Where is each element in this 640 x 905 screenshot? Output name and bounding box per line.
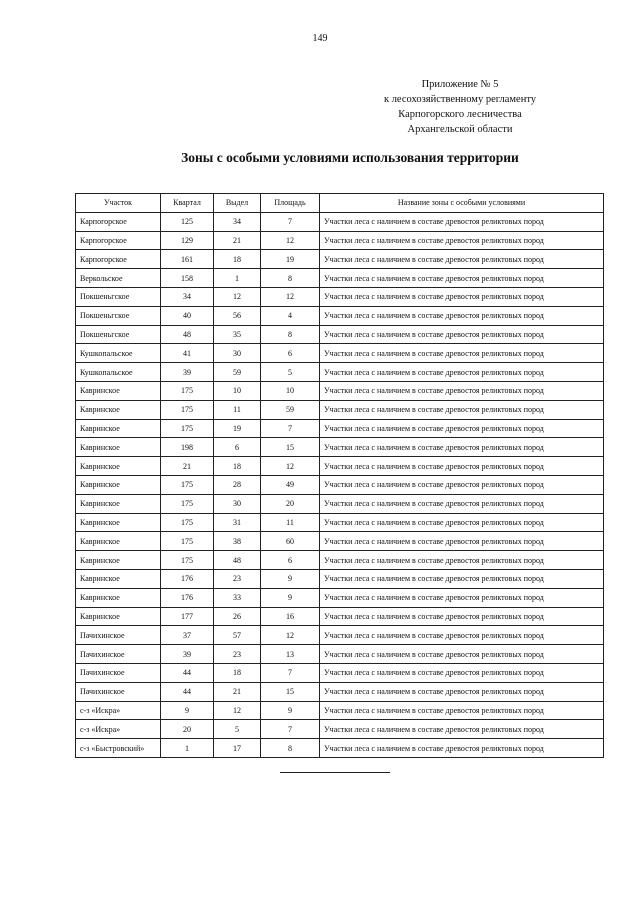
cell-zone-name: Участки леса с наличием в составе древостоя реликтовых пород: [320, 607, 604, 626]
cell-zone-name: Участки леса с наличием в составе древостоя реликтовых пород: [320, 457, 604, 476]
cell-allotment: 26: [214, 607, 261, 626]
cell-size: 12: [261, 231, 320, 250]
cell-zone-name: Участки леса с наличием в составе древостоя реликтовых пород: [320, 513, 604, 532]
cell-zone-name: Участки леса с наличием в составе древостоя реликтовых пород: [320, 250, 604, 269]
cell-zone-name: Участки леса с наличием в составе древостоя реликтовых пород: [320, 212, 604, 231]
zones-table: [75, 193, 604, 758]
table-row: [76, 400, 604, 419]
cell-zone-name: Участки леса с наличием в составе древостоя реликтовых пород: [320, 494, 604, 513]
cell-size: 8: [261, 325, 320, 344]
cell-area: Кавринское: [76, 551, 161, 570]
cell-size: 7: [261, 419, 320, 438]
appendix-header: [340, 77, 580, 137]
cell-size: 7: [261, 212, 320, 231]
cell-area: Покшеньгское: [76, 287, 161, 306]
cell-allotment: 18: [214, 457, 261, 476]
appendix-line-3: Карпогорского лесничества: [398, 109, 522, 120]
cell-zone-name: Участки леса с наличием в составе древостоя реликтовых пород: [320, 551, 604, 570]
cell-zone-name: Участки леса с наличием в составе древостоя реликтовых пород: [320, 325, 604, 344]
cell-quarter: 175: [161, 419, 214, 438]
cell-zone-name: Участки леса с наличием в составе древостоя реликтовых пород: [320, 682, 604, 701]
cell-zone-name: Участки леса с наличием в составе древостоя реликтовых пород: [320, 588, 604, 607]
cell-zone-name: Участки леса с наличием в составе древостоя реликтовых пород: [320, 720, 604, 739]
cell-allotment: 59: [214, 363, 261, 382]
cell-allotment: 5: [214, 720, 261, 739]
cell-quarter: 175: [161, 494, 214, 513]
table-row: [76, 269, 604, 288]
cell-area: Кавринское: [76, 588, 161, 607]
cell-zone-name: Участки леса с наличием в составе древостоя реликтовых пород: [320, 645, 604, 664]
cell-quarter: 48: [161, 325, 214, 344]
page-number: 149: [312, 33, 328, 44]
cell-zone-name: Участки леса с наличием в составе древостоя реликтовых пород: [320, 626, 604, 645]
cell-size: 15: [261, 682, 320, 701]
cell-quarter: 198: [161, 438, 214, 457]
cell-area: с-з «Искра»: [76, 701, 161, 720]
cell-size: 11: [261, 513, 320, 532]
table-row: [76, 438, 604, 457]
cell-area: с-з «Быстровский»: [76, 739, 161, 758]
cell-area: Покшеньгское: [76, 325, 161, 344]
cell-size: 12: [261, 626, 320, 645]
cell-quarter: 41: [161, 344, 214, 363]
cell-area: Карпогорское: [76, 250, 161, 269]
cell-area: Кавринское: [76, 532, 161, 551]
cell-allotment: 18: [214, 663, 261, 682]
cell-quarter: 175: [161, 400, 214, 419]
cell-zone-name: Участки леса с наличием в составе древостоя реликтовых пород: [320, 287, 604, 306]
cell-quarter: 175: [161, 551, 214, 570]
cell-size: 19: [261, 250, 320, 269]
cell-size: 6: [261, 344, 320, 363]
cell-zone-name: Участки леса с наличием в составе древостоя реликтовых пород: [320, 269, 604, 288]
table-row: [76, 720, 604, 739]
table-row: [76, 513, 604, 532]
cell-allotment: 12: [214, 701, 261, 720]
cell-area: Кавринское: [76, 513, 161, 532]
cell-quarter: 175: [161, 381, 214, 400]
cell-area: Кушкопальское: [76, 363, 161, 382]
document-title: Зоны с особыми условиями использования территории: [181, 150, 519, 165]
cell-quarter: 21: [161, 457, 214, 476]
table-row: [76, 494, 604, 513]
table-row: [76, 381, 604, 400]
cell-size: 13: [261, 645, 320, 664]
cell-quarter: 34: [161, 287, 214, 306]
table-row: [76, 626, 604, 645]
cell-size: 16: [261, 607, 320, 626]
cell-size: 6: [261, 551, 320, 570]
cell-quarter: 175: [161, 513, 214, 532]
cell-allotment: 33: [214, 588, 261, 607]
table-row: [76, 363, 604, 382]
cell-allotment: 56: [214, 306, 261, 325]
cell-quarter: 125: [161, 212, 214, 231]
cell-size: 12: [261, 287, 320, 306]
header-area: Участок: [76, 194, 161, 213]
table-row: [76, 569, 604, 588]
cell-size: 20: [261, 494, 320, 513]
cell-area: Веркольское: [76, 269, 161, 288]
cell-size: 8: [261, 739, 320, 758]
cell-allotment: 19: [214, 419, 261, 438]
cell-area: Кавринское: [76, 381, 161, 400]
cell-quarter: 44: [161, 663, 214, 682]
cell-area: с-з «Искра»: [76, 720, 161, 739]
cell-size: 49: [261, 475, 320, 494]
cell-zone-name: Участки леса с наличием в составе древостоя реликтовых пород: [320, 400, 604, 419]
cell-quarter: 129: [161, 231, 214, 250]
table-row: [76, 682, 604, 701]
table-row: [76, 212, 604, 231]
table-header-row: [76, 194, 604, 213]
cell-quarter: 20: [161, 720, 214, 739]
table-row: [76, 701, 604, 720]
appendix-line-1: Приложение № 5: [421, 79, 499, 90]
table-row: [76, 532, 604, 551]
cell-zone-name: Участки леса с наличием в составе древостоя реликтовых пород: [320, 344, 604, 363]
table-row: [76, 344, 604, 363]
cell-area: Кавринское: [76, 494, 161, 513]
cell-area: Карпогорское: [76, 231, 161, 250]
cell-allotment: 6: [214, 438, 261, 457]
table-body: [76, 212, 604, 757]
table-row: [76, 475, 604, 494]
cell-allotment: 30: [214, 494, 261, 513]
cell-area: Кавринское: [76, 438, 161, 457]
table-row: [76, 739, 604, 758]
cell-allotment: 18: [214, 250, 261, 269]
header-size: Площадь: [261, 194, 320, 213]
appendix-line-2: к лесохозяйственному регламенту: [383, 94, 537, 105]
cell-size: 9: [261, 569, 320, 588]
cell-quarter: 37: [161, 626, 214, 645]
cell-size: 8: [261, 269, 320, 288]
cell-allotment: 23: [214, 645, 261, 664]
cell-allotment: 17: [214, 739, 261, 758]
cell-area: Кавринское: [76, 419, 161, 438]
cell-area: Пачихинское: [76, 626, 161, 645]
cell-allotment: 30: [214, 344, 261, 363]
cell-zone-name: Участки леса с наличием в составе древостоя реликтовых пород: [320, 363, 604, 382]
table-row: [76, 607, 604, 626]
cell-zone-name: Участки леса с наличием в составе древостоя реликтовых пород: [320, 306, 604, 325]
cell-allotment: 21: [214, 231, 261, 250]
cell-zone-name: Участки леса с наличием в составе древостоя реликтовых пород: [320, 739, 604, 758]
cell-area: Кавринское: [76, 607, 161, 626]
cell-size: 10: [261, 381, 320, 400]
header-zone-name: Название зоны с особыми условиями: [320, 194, 604, 213]
cell-quarter: 9: [161, 701, 214, 720]
cell-allotment: 31: [214, 513, 261, 532]
cell-quarter: 39: [161, 645, 214, 664]
cell-allotment: 57: [214, 626, 261, 645]
cell-allotment: 34: [214, 212, 261, 231]
table-row: [76, 663, 604, 682]
cell-area: Кавринское: [76, 569, 161, 588]
cell-allotment: 12: [214, 287, 261, 306]
cell-zone-name: Участки леса с наличием в составе древостоя реликтовых пород: [320, 569, 604, 588]
cell-area: Пачихинское: [76, 645, 161, 664]
cell-zone-name: Участки леса с наличием в составе древостоя реликтовых пород: [320, 663, 604, 682]
cell-area: Покшеньгское: [76, 306, 161, 325]
cell-quarter: 39: [161, 363, 214, 382]
cell-quarter: 1: [161, 739, 214, 758]
cell-quarter: 158: [161, 269, 214, 288]
cell-quarter: 176: [161, 588, 214, 607]
cell-size: 9: [261, 701, 320, 720]
cell-size: 7: [261, 663, 320, 682]
cell-quarter: 161: [161, 250, 214, 269]
cell-zone-name: Участки леса с наличием в составе древостоя реликтовых пород: [320, 231, 604, 250]
cell-size: 9: [261, 588, 320, 607]
cell-size: 5: [261, 363, 320, 382]
header-allotment: Выдел: [214, 194, 261, 213]
footnote-divider: [280, 772, 390, 773]
table-row: [76, 306, 604, 325]
cell-zone-name: Участки леса с наличием в составе древостоя реликтовых пород: [320, 419, 604, 438]
cell-zone-name: Участки леса с наличием в составе древостоя реликтовых пород: [320, 381, 604, 400]
table-row: [76, 287, 604, 306]
cell-size: 59: [261, 400, 320, 419]
cell-size: 15: [261, 438, 320, 457]
cell-allotment: 21: [214, 682, 261, 701]
table-row: [76, 325, 604, 344]
cell-area: Пачихинское: [76, 663, 161, 682]
cell-quarter: 175: [161, 532, 214, 551]
cell-quarter: 44: [161, 682, 214, 701]
table-row: [76, 419, 604, 438]
cell-allotment: 35: [214, 325, 261, 344]
table-row: [76, 645, 604, 664]
cell-zone-name: Участки леса с наличием в составе древостоя реликтовых пород: [320, 701, 604, 720]
cell-quarter: 176: [161, 569, 214, 588]
cell-size: 4: [261, 306, 320, 325]
cell-allotment: 38: [214, 532, 261, 551]
cell-size: 12: [261, 457, 320, 476]
cell-allotment: 48: [214, 551, 261, 570]
cell-allotment: 28: [214, 475, 261, 494]
table-row: [76, 551, 604, 570]
cell-allotment: 10: [214, 381, 261, 400]
cell-zone-name: Участки леса с наличием в составе древостоя реликтовых пород: [320, 438, 604, 457]
table-row: [76, 231, 604, 250]
cell-zone-name: Участки леса с наличием в составе древостоя реликтовых пород: [320, 532, 604, 551]
cell-zone-name: Участки леса с наличием в составе древостоя реликтовых пород: [320, 475, 604, 494]
cell-area: Кушкопальское: [76, 344, 161, 363]
cell-area: Пачихинское: [76, 682, 161, 701]
cell-quarter: 40: [161, 306, 214, 325]
cell-area: Кавринское: [76, 457, 161, 476]
header-quarter: Квартал: [161, 194, 214, 213]
cell-area: Кавринское: [76, 400, 161, 419]
cell-allotment: 11: [214, 400, 261, 419]
table-row: [76, 588, 604, 607]
cell-size: 7: [261, 720, 320, 739]
cell-area: Кавринское: [76, 475, 161, 494]
cell-quarter: 175: [161, 475, 214, 494]
cell-area: Карпогорское: [76, 212, 161, 231]
appendix-line-4: Архангельской области: [407, 124, 513, 135]
table-row: [76, 457, 604, 476]
cell-allotment: 23: [214, 569, 261, 588]
cell-allotment: 1: [214, 269, 261, 288]
table-row: [76, 250, 604, 269]
cell-quarter: 177: [161, 607, 214, 626]
cell-size: 60: [261, 532, 320, 551]
